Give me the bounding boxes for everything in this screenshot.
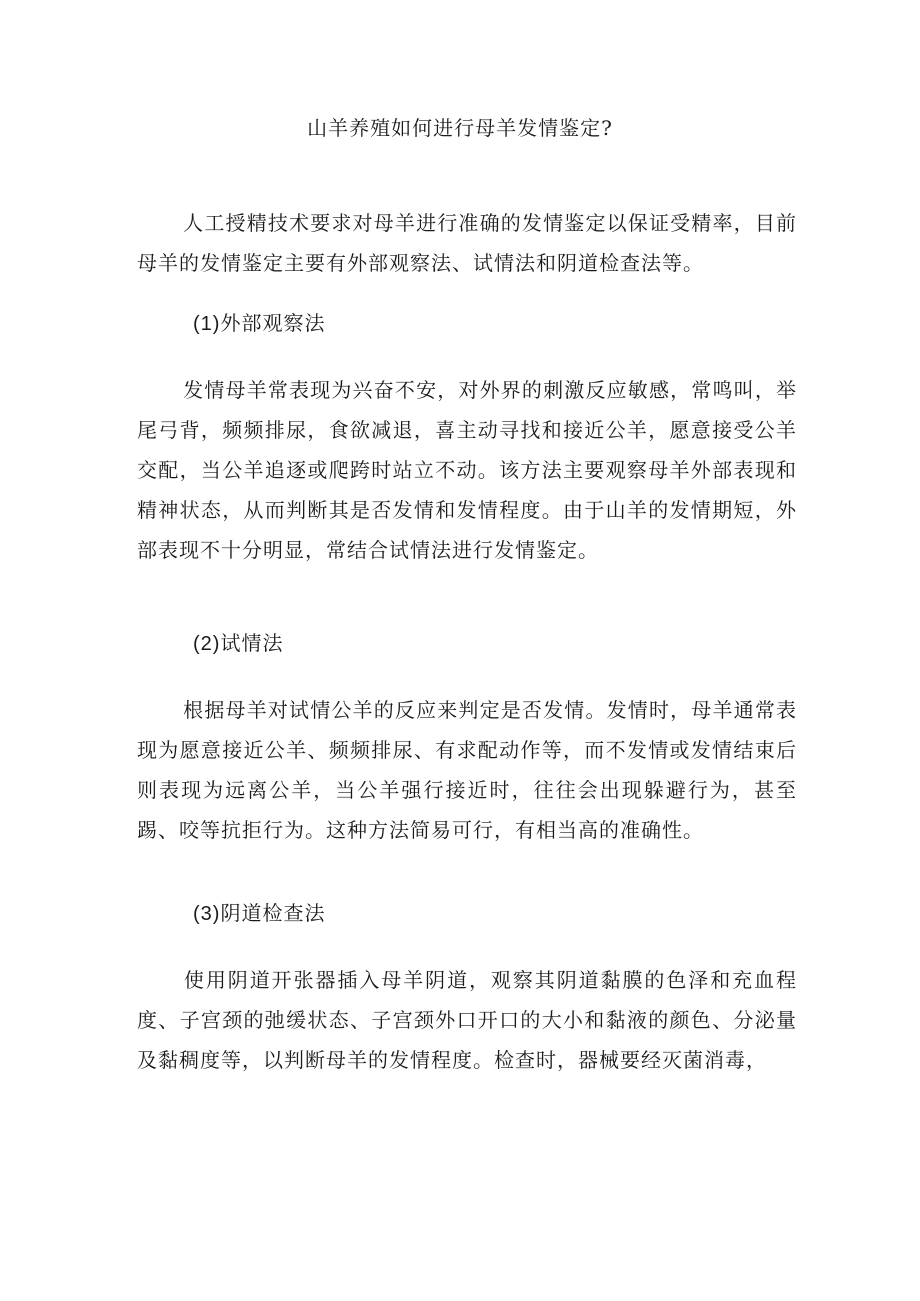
section-title: 试情法	[220, 631, 284, 655]
section-number: (2)	[193, 633, 221, 655]
section-heading-1	[193, 307, 325, 340]
section-heading-2	[193, 627, 283, 660]
section-heading-3	[193, 897, 325, 930]
section-number: (3)	[193, 903, 221, 925]
intro-text: 人工授精技术要求对母羊进行准确的发情鉴定以保证受精率，目前母羊的发情鉴定主要有外部观察法、试情法和阴道检查法等。	[137, 211, 797, 275]
section-number: (1)	[193, 313, 221, 335]
section-paragraph-2	[137, 690, 797, 850]
section-paragraph-1	[137, 370, 797, 570]
section-title: 外部观察法	[220, 311, 326, 335]
section-title: 阴道检查法	[220, 901, 326, 925]
section-body: 发情母羊常表现为兴奋不安，对外界的刺激反应敏感，常鸣叫，举尾弓背，频频排尿，食欲减退，喜主动寻找和接近公羊，愿意接受公羊交配，当公羊追逐或爬跨时站立不动。该方法主要观察母羊外部表现和精神状态，从而判断其是否发情和发情程度。由于山羊的发情期短，外部表现不十分明显，常结合试情法进行发情鉴定。	[137, 378, 797, 562]
document-title: 山羊养殖如何进行母羊发情鉴定?	[307, 116, 613, 140]
section-body: 根据母羊对试情公羊的反应来判定是否发情。发情时，母羊通常表现为愿意接近公羊、频频排尿、有求配动作等，而不发情或发情结束后则表现为远离公羊，当公羊强行接近时，往往会出现躲避行为，甚至踢、咬等抗拒行为。这种方法简易可行，有相当高的准确性。	[137, 698, 797, 842]
section-paragraph-3	[137, 960, 797, 1080]
section-body: 使用阴道开张器插入母羊阴道，观察其阴道黏膜的色泽和充血程度、子宫颈的弛缓状态、子宫颈外口开口的大小和黏液的颜色、分泌量及黏稠度等，以判断母羊的发情程度。检查时，器械要经灭菌消毒，	[137, 968, 797, 1072]
intro-paragraph	[137, 203, 797, 283]
